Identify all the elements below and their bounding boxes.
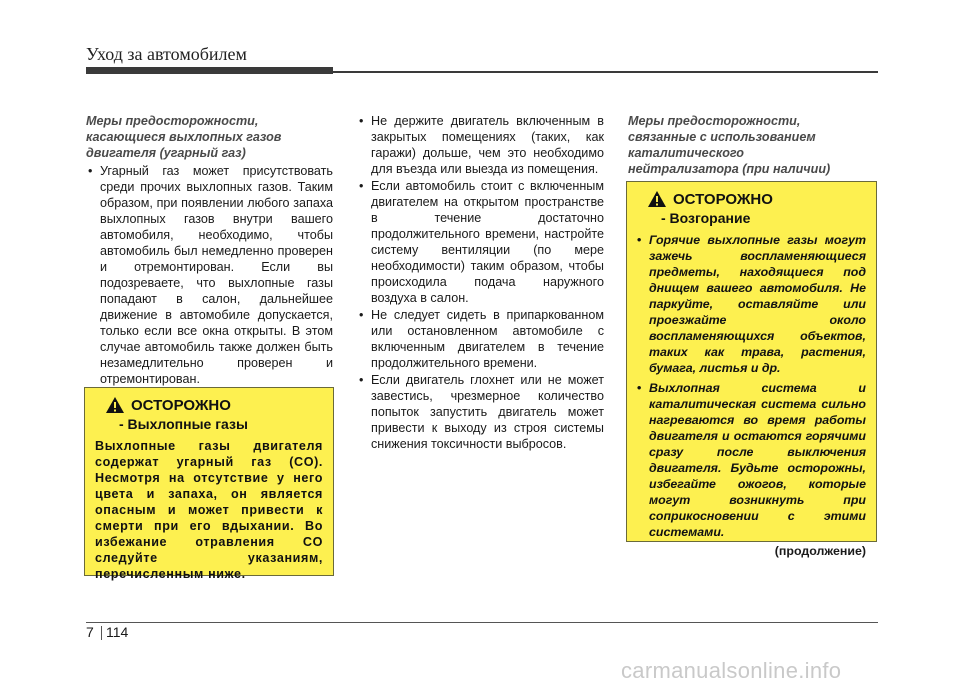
heading-line: Меры предосторожности,: [86, 114, 259, 128]
heading-line: Меры предосторожности,: [628, 114, 801, 128]
footer-rule: [86, 622, 878, 623]
page-header-title: Уход за автомобилем: [86, 44, 247, 64]
warning-body: Выхлопные газы двигателя содержат угарный газ (CO). Несмотря на отсутствие у него цвета и запаха, он является опасным и может привести к смерти при его вдыхании. Во избежание отравления CO следуйте указаниям, перечисленным ниже.: [95, 439, 323, 581]
warning-title: ОСТОРОЖНО: [131, 396, 231, 414]
section-heading-catalytic: [628, 113, 875, 177]
warning-box-exhaust: [84, 387, 334, 581]
left-column: [86, 113, 333, 388]
warning-bullet-list: [637, 232, 866, 540]
warning-title: ОСТОРОЖНО: [673, 190, 773, 208]
warning-bullet-item: • Горячие выхлопные газы могут зажечь воспламеняющиеся предметы, находящиеся под днищем вашего автомобиля. Не паркуйте, оставляйте или проезжайте около воспламеняющихся объектов, таких как трава, растения, бумага, листья и др.: [637, 232, 866, 376]
heading-line: касающиеся выхлопных газов: [86, 130, 282, 144]
right-column: [628, 113, 875, 179]
warning-header: [637, 190, 866, 208]
bullet-item: • Если автомобиль стоит с включенным двигателем на открытом пространстве в течение достаточно продолжительного времени, настройте систему вентиляции (по мере необходимости) таким образом, чтобы происходила подача наружного воздуха в салон.: [357, 178, 604, 306]
warning-triangle-icon: [647, 190, 667, 208]
bullet-item: • Не держите двигатель включенным в закрытых помещениях (таких, как гаражи) дольше, чем это необходимо для въезда или выезда из помещения.: [357, 113, 604, 177]
bullet-list: [357, 113, 604, 452]
footer-separator: [101, 626, 102, 640]
warning-subtitle: - Возгорание: [661, 210, 751, 226]
heading-line: нейтрализатора (при наличии): [628, 162, 831, 176]
header-rule: [86, 71, 878, 73]
page-number: 114: [106, 624, 129, 640]
bullet-item: • Если двигатель глохнет или не может завестись, чрезмерное количество попыток запустить двигатель может привести к выходу из строя системы снижения токсичности выбросов.: [357, 372, 604, 452]
chapter-number: 7: [86, 624, 94, 640]
heading-line: каталитического: [628, 146, 744, 160]
section-heading-exhaust: [86, 113, 333, 161]
warning-box-fire: [626, 181, 877, 558]
continued-label: (продолжение): [774, 544, 866, 558]
warning-header: [95, 396, 323, 414]
middle-column: [357, 113, 604, 453]
heading-line: связанные с использованием: [628, 130, 816, 144]
bullet-list: [86, 163, 333, 387]
heading-line: двигателя (угарный газ): [86, 146, 246, 160]
bullet-item: • Не следует сидеть в припаркованном или остановленном автомобиле с включенным двигателем в течение продолжительного времени.: [357, 307, 604, 371]
watermark: carmanualsonline.info: [621, 658, 842, 683]
warning-triangle-icon: [105, 396, 125, 414]
warning-subtitle: - Выхлопные газы: [119, 416, 248, 432]
bullet-item: • Угарный газ может присутствовать среди прочих выхлопных газов. Таким образом, при появлении любого запаха выхлопных газов внутри вашего автомобиля, необходимо, чтобы автомобиль был немедленно проверен и отремонтирован. Если вы подозреваете, что выхлопные газы попадают в салон, дальнейшее движение в автомобиле допускается, только если все окна открыты. В этом случае автомобиль также должен быть незамедлительно проверен и отремонтирован.: [86, 163, 333, 387]
warning-bullet-item: • Выхлопная система и каталитическая система сильно нагреваются во время работы двигателя и остаются горячими сразу после выключения двигателя. Будьте осторожны, избегайте ожогов, которые могут возникнуть при соприкосновении с этими системами.: [637, 380, 866, 540]
